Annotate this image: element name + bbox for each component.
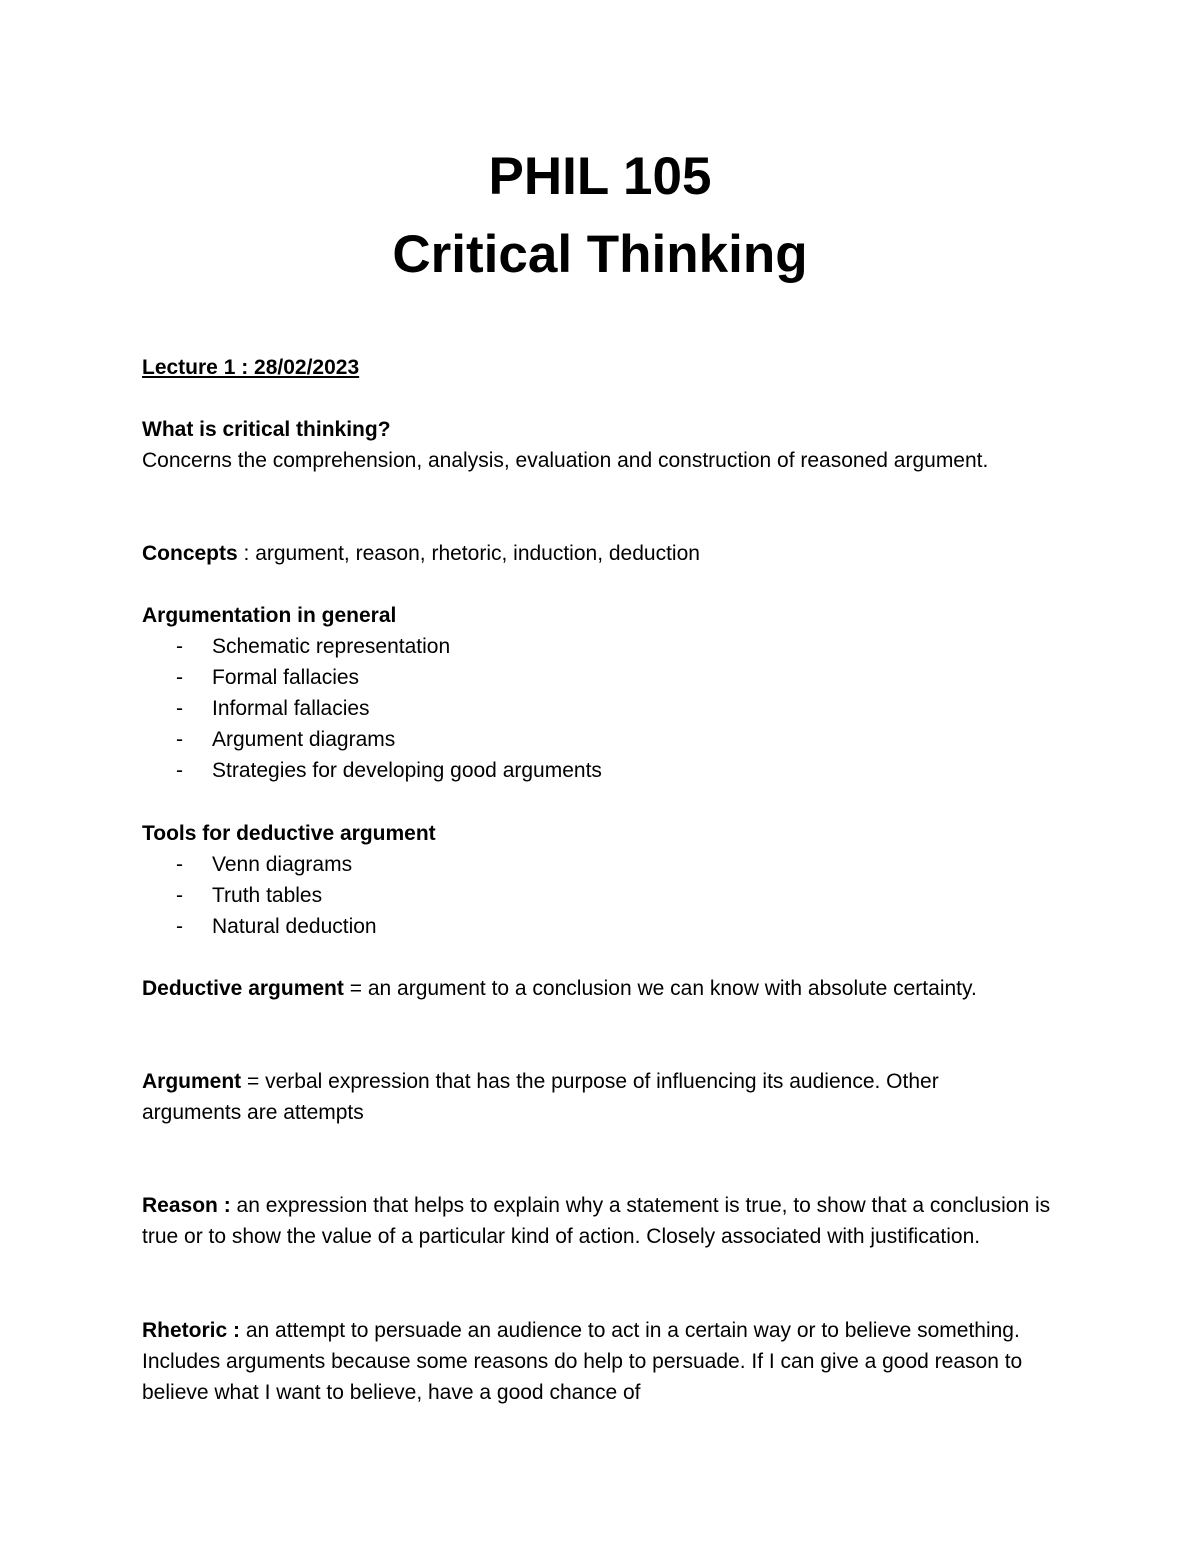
course-code-title: PHIL 105 bbox=[488, 147, 712, 206]
dash-bullet: - bbox=[176, 759, 183, 782]
concepts-line bbox=[142, 538, 1062, 569]
reason-definition: Reason : an expression that helps to explain why a statement is true, to show that a conclusion is true or to show the value of a particular kind of action. Closely associated with justification. bbox=[142, 1194, 1051, 1248]
dash-bullet: - bbox=[176, 884, 183, 907]
course-name-title: Critical Thinking bbox=[392, 225, 808, 284]
list-item: - Natural deduction bbox=[142, 911, 377, 942]
concepts-text: : argument, reason, rhetoric, induction, deduction bbox=[237, 542, 700, 565]
dash-bullet: - bbox=[176, 853, 183, 876]
rhetoric-definition: Rhetoric : an attempt to persuade an audience to act in a certain way or to believe something. Includes arguments because some reasons do help to persuade. If I can give a good reason to believe what I want to believe, have a good chance of bbox=[142, 1319, 1023, 1404]
tools-list bbox=[142, 849, 377, 942]
concepts-label: Concepts bbox=[142, 542, 238, 565]
list-item: - Venn diagrams bbox=[142, 849, 377, 880]
what-is-body: Concerns the comprehension, analysis, evaluation and construction of reasoned argument. bbox=[142, 449, 989, 472]
list-item: - Truth tables bbox=[142, 880, 377, 911]
what-is-heading: What is critical thinking? bbox=[142, 418, 391, 441]
list-item: - Schematic representation bbox=[142, 631, 602, 662]
argumentation-list bbox=[142, 631, 602, 786]
dash-bullet: - bbox=[176, 915, 183, 938]
list-item: - Argument diagrams bbox=[142, 724, 602, 755]
lecture-heading: Lecture 1 : 28/02/2023 bbox=[142, 356, 360, 379]
dash-bullet: - bbox=[176, 697, 183, 720]
dash-bullet: - bbox=[176, 728, 183, 751]
list-item: - Strategies for developing good arguments bbox=[142, 755, 602, 786]
dash-bullet: - bbox=[176, 666, 183, 689]
argumentation-heading: Argumentation in general bbox=[142, 604, 397, 627]
list-item: - Informal fallacies bbox=[142, 693, 602, 724]
tools-heading: Tools for deductive argument bbox=[142, 822, 436, 845]
deductive-definition: Deductive argument = an argument to a conclusion we can know with absolute certainty. bbox=[142, 977, 977, 1000]
dash-bullet: - bbox=[176, 635, 183, 658]
argument-definition: Argument = verbal expression that has the purpose of influencing its audience. Other arguments are attempts bbox=[142, 1070, 939, 1124]
list-item: - Formal fallacies bbox=[142, 662, 602, 693]
